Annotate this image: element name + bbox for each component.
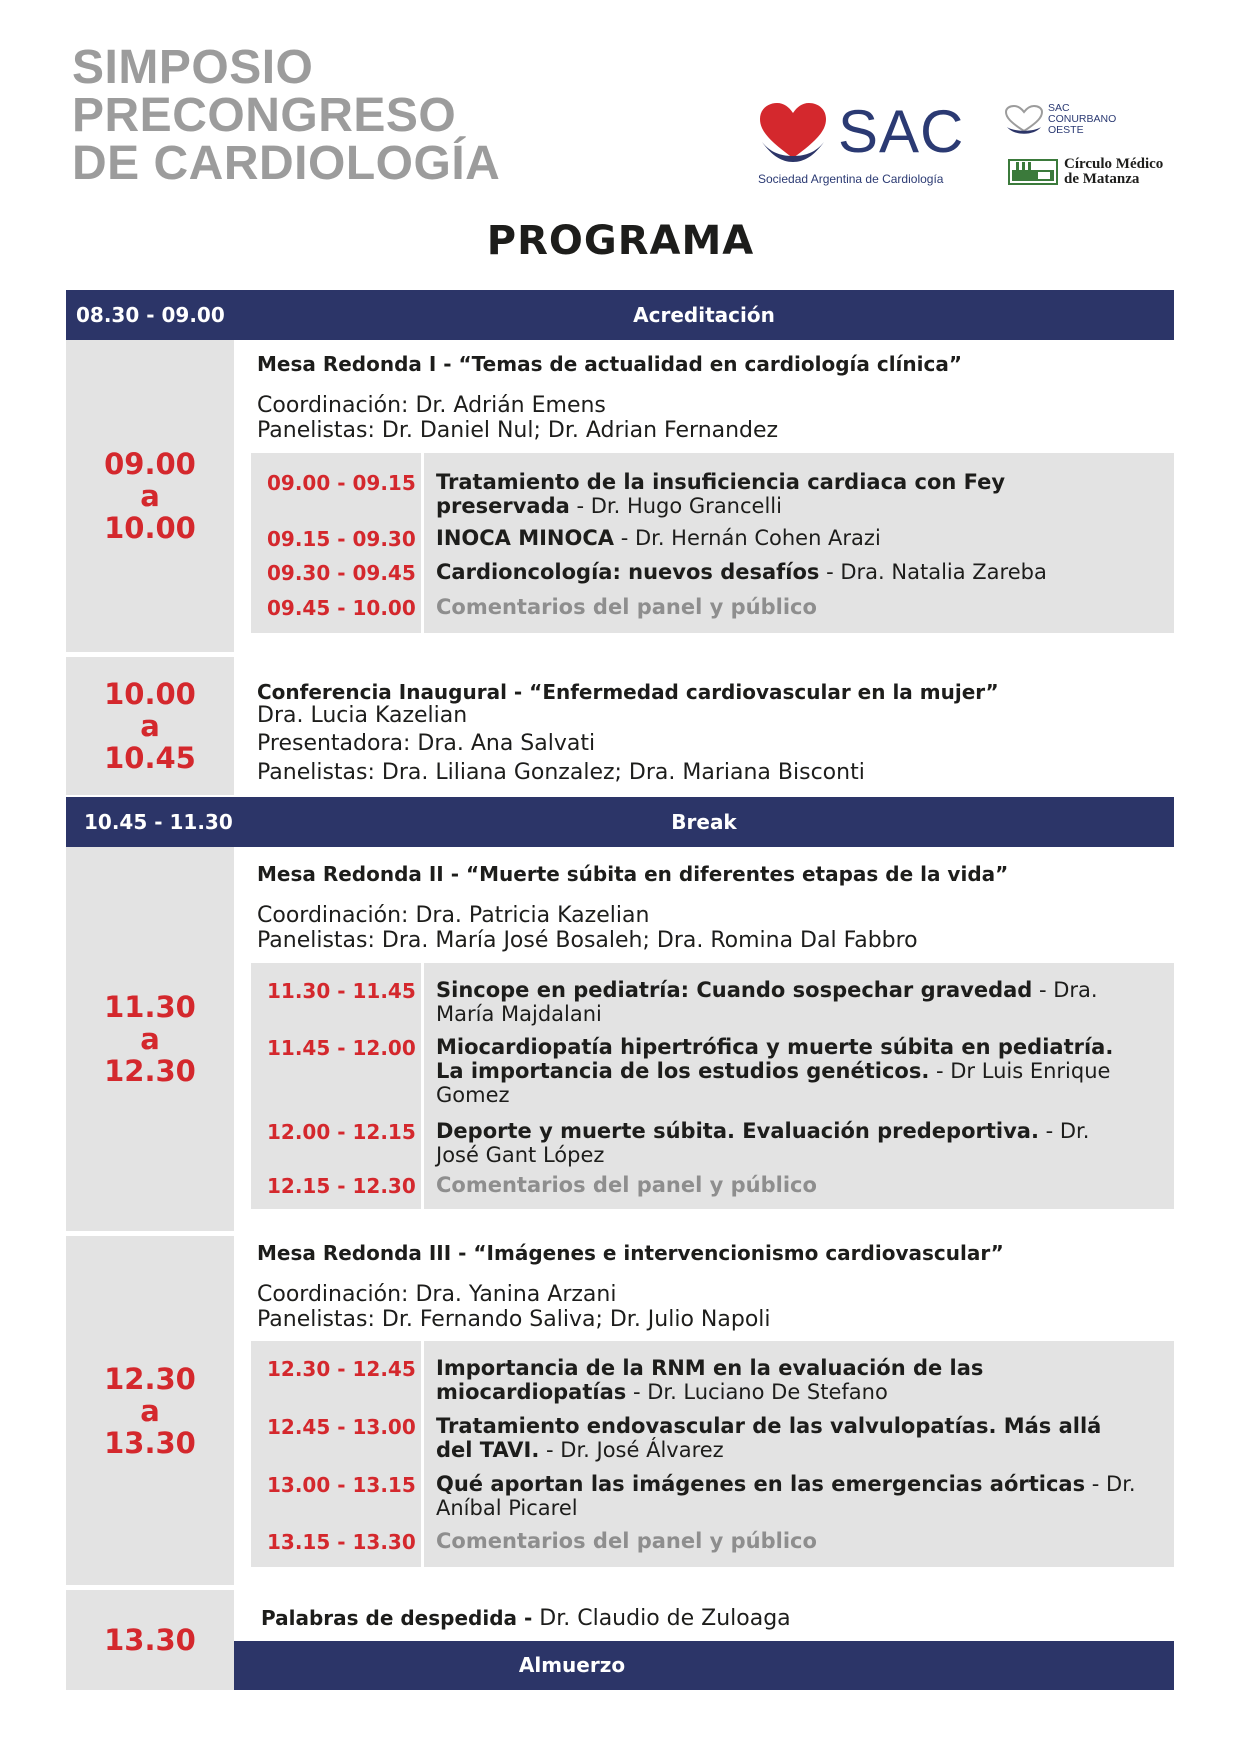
mesa1-slots — [251, 453, 1174, 633]
mesa3-time-from: 12.30 — [104, 1361, 196, 1396]
mesa3-time-a: a — [140, 1393, 160, 1428]
mesa1-slot3-time: 09.30 - 09.45 — [267, 561, 416, 585]
mesa2-title: Mesa Redonda II - “Muerte súbita en diferentes etapas de la vida” — [257, 862, 1009, 886]
sac-logo — [758, 100, 982, 192]
mesa1-slot2-text: INOCA MINOCA - Dr. Hernán Cohen Arazi — [436, 526, 881, 550]
mesa1-slot4-text: Comentarios del panel y público — [436, 595, 817, 619]
mesa3-slot1-text: Importancia de la RNM en la evaluación de las miocardiopatías - Dr. Luciano De Stefano — [436, 1356, 984, 1404]
circulo-text — [1064, 157, 1163, 187]
mesa3-slot3-text: Qué aportan las imágenes en las emergencias aórticas - Dr. Aníbal Picarel — [436, 1472, 1136, 1520]
acreditacion-label: Acreditación — [633, 303, 775, 327]
sac-wordmark: SAC — [838, 98, 965, 165]
mesa2-slot2-time: 11.45 - 12.00 — [267, 1036, 416, 1060]
despedida-label: Palabras de despedida - — [261, 1606, 533, 1630]
break-bar — [66, 797, 1174, 847]
title-line-2: PRECONGRESO — [72, 89, 457, 142]
mesa1-slot4-time: 09.45 - 10.00 — [267, 596, 416, 620]
conurbano-line-1: SAC — [1048, 102, 1070, 114]
despedida-speaker: Dr. Claudio de Zuloaga — [532, 1606, 791, 1631]
mesa3-slot2-text: Tratamiento endovascular de las valvulopatías. Más allá del TAVI. - Dr. José Álvarez — [436, 1414, 1102, 1462]
heart-outline-icon — [1004, 105, 1044, 139]
mesa3-title: Mesa Redonda III - “Imágenes e intervencionismo cardiovascular” — [257, 1241, 1004, 1265]
mesa3-slot4-text: Comentarios del panel y público — [436, 1529, 817, 1553]
mesa3-slot4-time: 13.15 - 13.30 — [267, 1530, 416, 1554]
conurbano-text — [1048, 103, 1116, 136]
circulo-line-1: Círculo Médico — [1064, 156, 1164, 172]
conferencia-time-to: 10.45 — [104, 741, 196, 775]
conurbano-line-3: OESTE — [1048, 124, 1084, 136]
conferencia-time — [66, 657, 234, 795]
conferencia-title: Conferencia Inaugural - “Enfermedad cardiovascular en la mujer” — [257, 680, 999, 704]
mesa2-slot2-text: Miocardiopatía hipertrófica y muerte súbita en pediatría. La importancia de los estudios genéticos. - Dr Luis Enrique Gomez — [436, 1035, 1114, 1107]
column-divider — [421, 963, 424, 1209]
mesa3-slot3-time: 13.00 - 13.15 — [267, 1473, 416, 1497]
title-line-3: DE CARDIOLOGÍA — [72, 137, 501, 190]
column-divider — [421, 1341, 424, 1567]
circulo-medico-logo — [1008, 158, 1188, 188]
mesa1-coord: Coordinación: Dr. Adrián Emens — [257, 393, 606, 418]
mesa1-slot3-text: Cardioncología: nuevos desafíos - Dra. Natalia Zareba — [436, 560, 1047, 584]
mesa3-time-to: 13.30 — [104, 1425, 196, 1460]
mesa2-slot4-time: 12.15 - 12.30 — [267, 1174, 416, 1198]
title-line-1: SIMPOSIO — [72, 41, 314, 94]
circulo-line-2: de Matanza — [1064, 171, 1140, 187]
event-title — [72, 41, 501, 190]
conferencia-time-a: a — [140, 709, 160, 743]
acreditacion-time: 08.30 - 09.00 — [76, 303, 225, 327]
almuerzo-label: Almuerzo — [518, 1653, 626, 1677]
mesa1-panel: Panelistas: Dr. Daniel Nul; Dr. Adrian Fernandez — [257, 418, 779, 443]
mesa3-time — [66, 1236, 234, 1585]
despedida-text — [261, 1606, 791, 1631]
mesa1-time-a: a — [140, 479, 160, 513]
mesa1-slot2-time: 09.15 - 09.30 — [267, 527, 416, 551]
mesa1-slot1-text: Tratamiento de la insuficiencia cardiaca con Fey preservada - Dr. Hugo Grancelli — [436, 470, 1006, 518]
mesa2-time-to: 12.30 — [104, 1054, 196, 1088]
break-label: Break — [671, 810, 737, 834]
heart-icon — [758, 102, 828, 164]
mesa2-panel: Panelistas: Dra. María José Bosaleh; Dra. Romina Dal Fabbro — [257, 928, 918, 953]
mesa2-slots — [251, 963, 1174, 1209]
mesa2-time-a: a — [140, 1022, 160, 1056]
mesa2-slot4-text: Comentarios del panel y público — [436, 1173, 817, 1197]
almuerzo-bar — [234, 1641, 1174, 1690]
mesa3-slot2-time: 12.45 - 13.00 — [267, 1415, 416, 1439]
conurbano-line-2: CONURBANO — [1048, 113, 1117, 125]
mesa2-slot1-time: 11.30 - 11.45 — [267, 979, 416, 1003]
mesa1-slot1-time: 09.00 - 09.15 — [267, 471, 416, 495]
despedida-time-value: 13.30 — [104, 1623, 196, 1657]
mesa1-time-from: 09.00 — [104, 447, 196, 481]
conferencia-presenter: Presentadora: Dra. Ana Salvati — [257, 731, 596, 756]
despedida-time — [66, 1590, 234, 1690]
mesa3-slots — [251, 1341, 1174, 1567]
mesa3-panel: Panelistas: Dr. Fernando Saliva; Dr. Julio Napoli — [257, 1307, 771, 1332]
mesa2-coord: Coordinación: Dra. Patricia Kazelian — [257, 903, 650, 928]
acreditacion-bar — [66, 290, 1174, 340]
sac-conurbano-logo — [1004, 103, 1134, 143]
mesa1-time — [66, 340, 234, 652]
programa-heading: PROGRAMA — [486, 218, 755, 264]
conferencia-time-from: 10.00 — [104, 677, 196, 711]
sac-subtitle: Sociedad Argentina de Cardiología — [758, 172, 944, 186]
break-time: 10.45 - 11.30 — [84, 810, 233, 834]
mesa2-time-from: 11.30 — [104, 990, 196, 1024]
mesa2-slot3-text: Deporte y muerte súbita. Evaluación predeportiva. - Dr. José Gant López — [436, 1119, 1090, 1167]
mesa3-slot1-time: 12.30 - 12.45 — [267, 1357, 416, 1381]
column-divider — [421, 453, 424, 633]
mesa1-time-to: 10.00 — [104, 511, 196, 545]
mesa2-slot3-time: 12.00 - 12.15 — [267, 1120, 416, 1144]
conferencia-panel: Panelistas: Dra. Liliana Gonzalez; Dra. Mariana Bisconti — [257, 760, 865, 785]
building-icon — [1008, 158, 1058, 186]
mesa2-slot1-text: Sincope en pediatría: Cuando sospechar gravedad - Dra. María Majdalani — [436, 978, 1098, 1026]
mesa2-time — [66, 847, 234, 1231]
mesa3-coord: Coordinación: Dra. Yanina Arzani — [257, 1282, 617, 1307]
conferencia-speaker: Dra. Lucia Kazelian — [257, 703, 468, 728]
mesa1-title: Mesa Redonda I - “Temas de actualidad en cardiología clínica” — [257, 352, 962, 376]
